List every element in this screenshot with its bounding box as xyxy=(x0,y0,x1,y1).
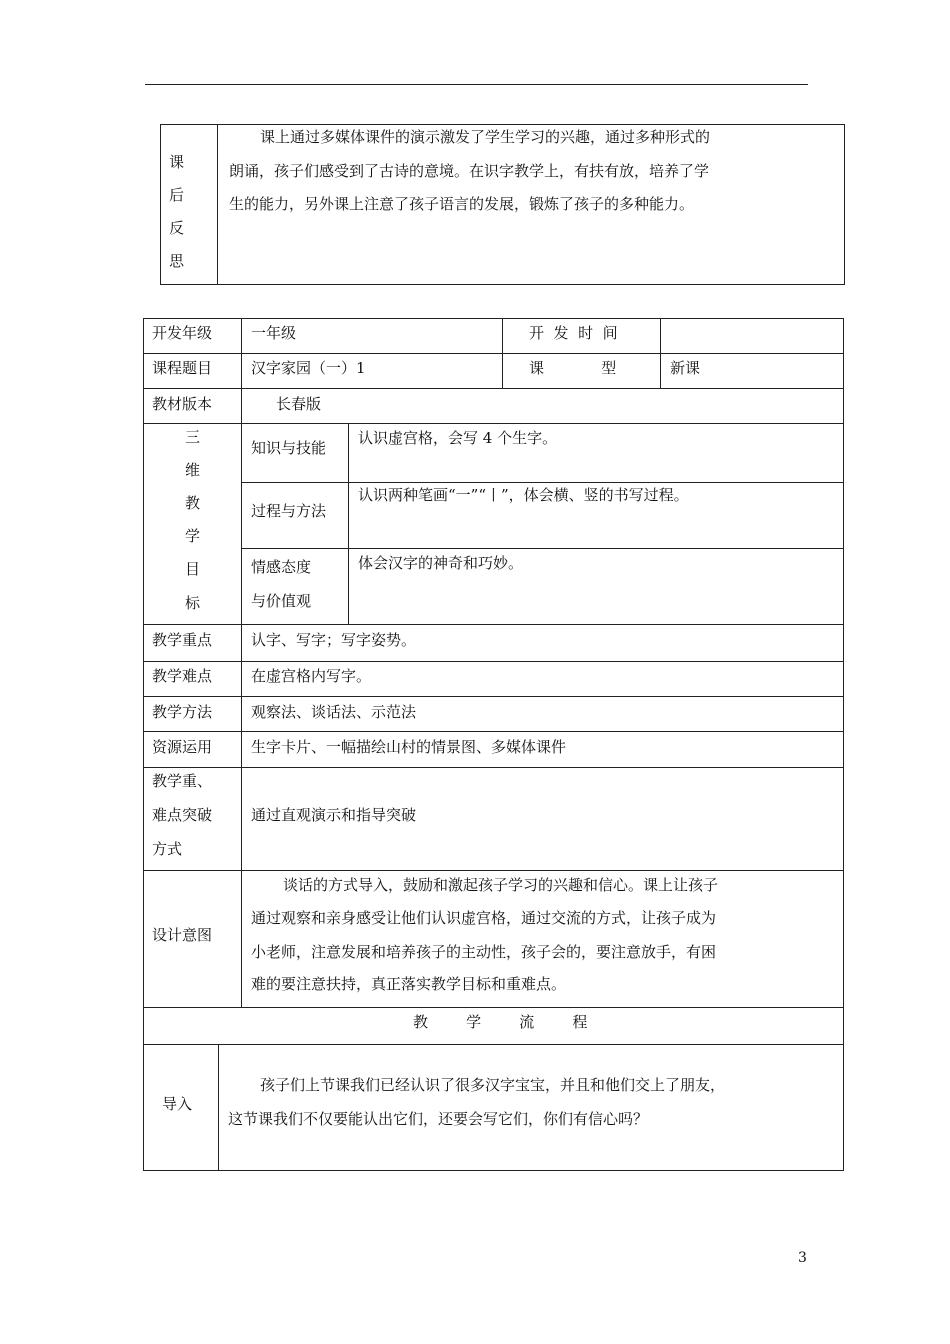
goals-label-char: 教 xyxy=(185,494,201,512)
intent-label: 设计意图 xyxy=(152,926,213,944)
reflection-divider xyxy=(217,124,218,285)
row-line xyxy=(143,388,844,389)
intent-line: 谈话的方式导入，鼓励和激起孩子学习的兴趣和信心。课上让孩子 xyxy=(283,876,719,894)
row-line xyxy=(143,767,844,768)
difficulty-value: 在虚宫格内写字。 xyxy=(251,667,372,685)
row-line xyxy=(143,870,844,871)
type-value: 新课 xyxy=(670,359,701,377)
intro-line: 孩子们上节课我们已经认识了很多汉字宝宝，并且和他们交上了朋友， xyxy=(260,1076,726,1094)
topic-value: 汉字家园（一）1 xyxy=(251,359,366,377)
row-line xyxy=(143,423,844,424)
row-line xyxy=(143,624,844,625)
key-label: 教学重点 xyxy=(152,631,213,649)
goals-label-char: 标 xyxy=(185,594,201,612)
goals-label-char: 目 xyxy=(185,560,201,578)
grade-label: 开发年级 xyxy=(152,324,213,342)
goal-process-value: 认识两种笔画“一”“丨”，体会横、竖的书写过程。 xyxy=(358,486,689,504)
goal-emotion-value: 体会汉字的神奇和巧妙。 xyxy=(358,554,524,572)
breakthrough-label-line: 教学重、 xyxy=(152,772,213,790)
breakthrough-label-line: 难点突破 xyxy=(152,806,213,824)
col-line xyxy=(241,318,242,1007)
row-line xyxy=(143,1044,844,1045)
goal-emotion-label-1: 情感态度 xyxy=(251,558,312,576)
col-line xyxy=(502,318,503,388)
goals-label-char: 学 xyxy=(185,527,201,545)
col-line xyxy=(348,423,349,624)
row-line xyxy=(143,696,844,697)
row-line xyxy=(143,661,844,662)
breakthrough-label-line: 方式 xyxy=(152,840,183,858)
goals-label-char: 维 xyxy=(185,461,201,479)
reflection-line: 朗诵，孩子们感受到了古诗的意境。在识字教学上，有扶有放，培养了学 xyxy=(229,162,710,180)
intro-label: 导入 xyxy=(162,1095,193,1113)
reflection-line: 课上通过多媒体课件的演示激发了学生学习的兴趣，通过多种形式的 xyxy=(260,128,711,146)
resource-label: 资源运用 xyxy=(152,738,213,756)
difficulty-label: 教学难点 xyxy=(152,667,213,685)
row-line xyxy=(143,353,844,354)
reflection-line: 生的能力，另外课上注意了孩子语言的发展，锻炼了孩子的多种能力。 xyxy=(229,195,695,213)
row-line xyxy=(143,1007,844,1008)
goal-knowledge-value: 认识虚宫格，会写 4 个生字。 xyxy=(358,429,558,447)
topic-label: 课程题目 xyxy=(152,359,213,377)
goal-knowledge-label: 知识与技能 xyxy=(251,439,327,457)
reflection-label-char: 后 xyxy=(169,186,185,204)
edition-label: 教材版本 xyxy=(152,395,213,413)
edition-value: 长春版 xyxy=(276,395,322,413)
resource-value: 生字卡片、一幅描绘山村的情景图、多媒体课件 xyxy=(251,738,567,756)
row-line xyxy=(143,731,844,732)
goal-process-label: 过程与方法 xyxy=(251,502,327,520)
process-title: 教 学 流 程 xyxy=(413,1013,588,1031)
goals-label-char: 三 xyxy=(185,428,201,446)
intent-line: 小老师，注意发展和培养孩子的主动性，孩子会的，要注意放手，有困 xyxy=(251,943,717,961)
col-line xyxy=(660,318,661,388)
header-rule xyxy=(145,84,808,85)
key-value: 认字、写字；写字姿势。 xyxy=(251,631,417,649)
intro-line: 这节课我们不仅要能认出它们，还要会写它们，你们有信心吗？ xyxy=(228,1110,649,1128)
reflection-label-char: 课 xyxy=(169,153,185,171)
reflection-label-char: 思 xyxy=(169,252,185,270)
intent-line: 难的要注意扶持，真正落实教学目标和重难点。 xyxy=(251,975,567,993)
goal-emotion-label-2: 与价值观 xyxy=(251,592,312,610)
row-line xyxy=(241,548,844,549)
method-value: 观察法、谈话法、示范法 xyxy=(251,703,417,721)
row-line xyxy=(241,482,844,483)
time-label: 开 发 时 间 xyxy=(529,324,618,342)
breakthrough-value: 通过直观演示和指导突破 xyxy=(251,806,417,824)
page-number: 3 xyxy=(798,1250,807,1266)
method-label: 教学方法 xyxy=(152,703,213,721)
grade-value: 一年级 xyxy=(251,324,297,342)
col-line xyxy=(218,1044,219,1171)
reflection-label-char: 反 xyxy=(169,219,185,237)
intent-line: 通过观察和亲身感受让他们认识虚宫格，通过交流的方式，让孩子成为 xyxy=(251,909,717,927)
type-label: 课 型 xyxy=(529,359,617,377)
